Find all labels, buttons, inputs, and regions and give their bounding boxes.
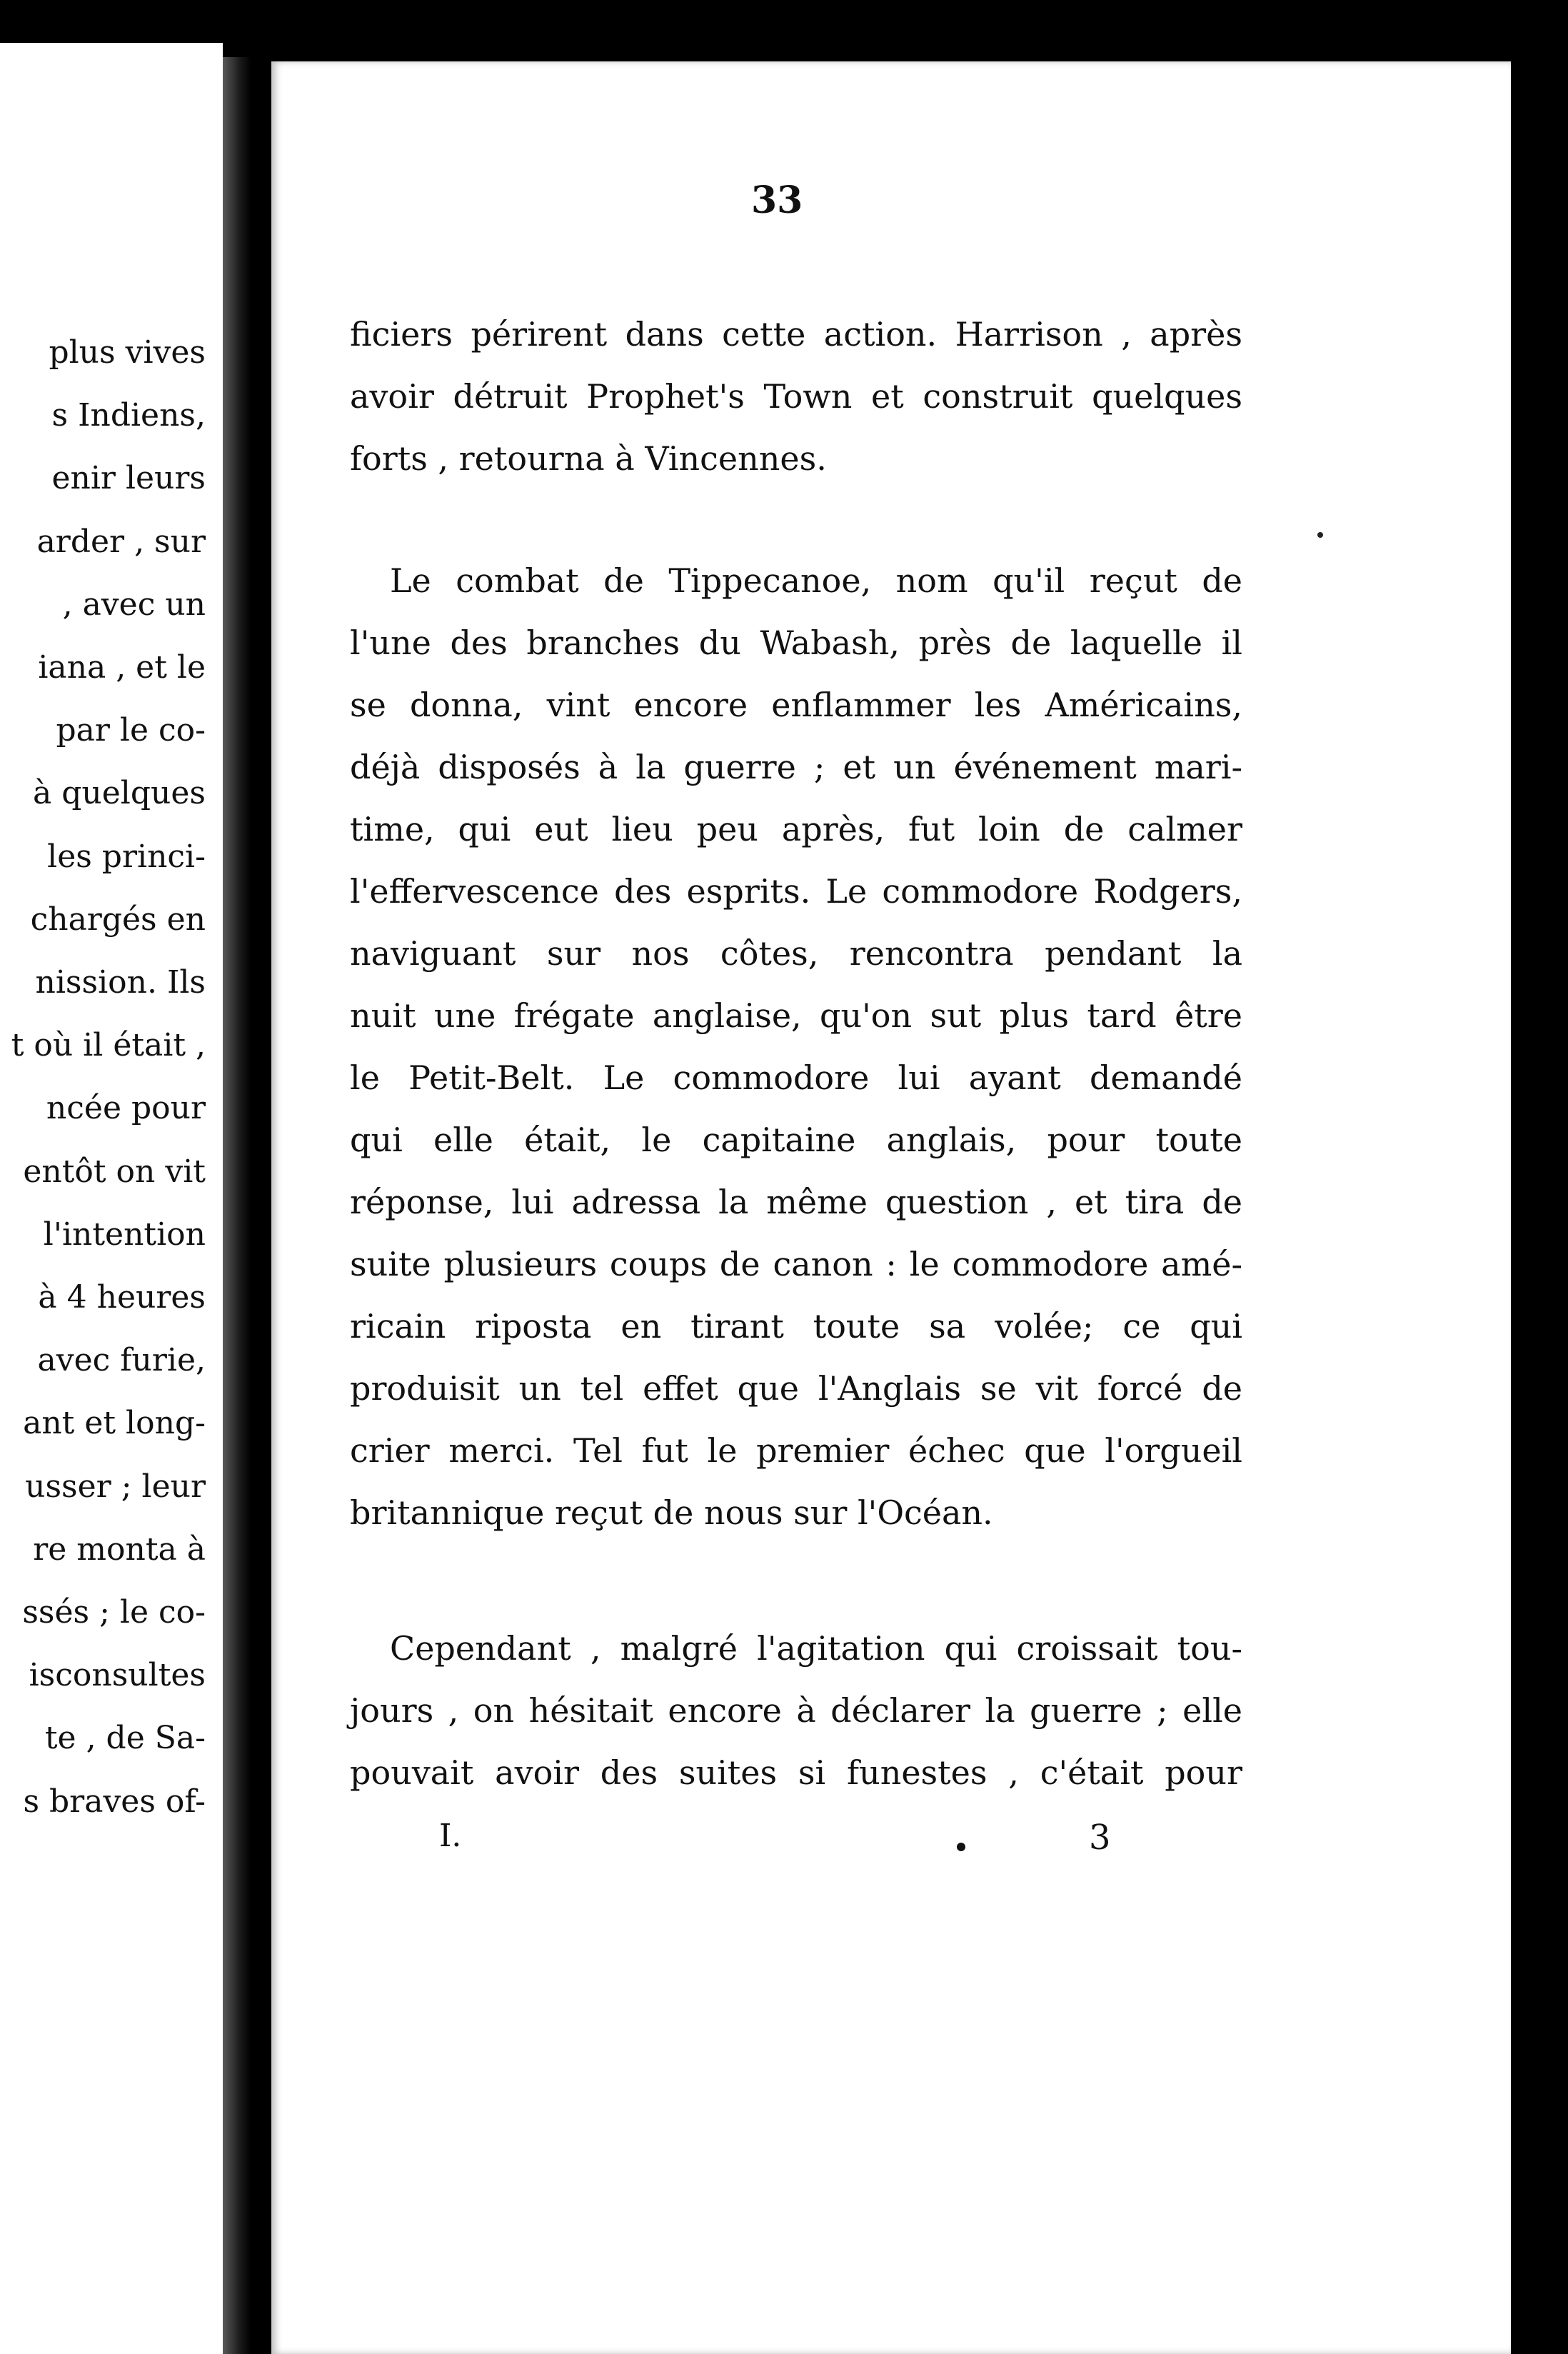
- text-line: suite plusieurs coups de canon : le commodore amé-: [350, 1245, 1242, 1283]
- left-line: ssés ; le co-: [22, 1594, 206, 1631]
- text-line: Le combat de Tippecanoe, nom qu'il reçut de: [390, 561, 1242, 600]
- left-facing-page: [0, 43, 223, 2354]
- text-line: britannique reçut de nous sur l'Océan.: [350, 1493, 993, 1532]
- book-gutter: [223, 57, 251, 2354]
- left-line: s Indiens,: [51, 397, 206, 434]
- text-line: le Petit-Belt. Le commodore lui ayant demandé: [350, 1058, 1242, 1097]
- left-line: plus vives: [49, 334, 206, 371]
- text-line: ricain riposta en tirant toute sa volée; ce qui: [350, 1307, 1242, 1346]
- text-line: crier merci. Tel fut le premier échec que l'orgueil: [350, 1431, 1242, 1470]
- left-line: à 4 heures: [38, 1279, 206, 1316]
- left-line: ant et long-: [23, 1405, 206, 1442]
- paragraph-1: [350, 304, 1242, 490]
- text-line: qui elle était, le capitaine anglais, pour toute: [350, 1121, 1242, 1159]
- text-line: déjà disposés à la guerre ; et un événement mari-: [350, 748, 1242, 786]
- left-line: nission. Ils: [35, 964, 206, 1001]
- text-line: l'une des branches du Wabash, près de laquelle il: [350, 623, 1242, 662]
- left-line: chargés en: [30, 901, 206, 938]
- text-line: pouvait avoir des suites si funestes , c'était pour: [350, 1753, 1242, 1792]
- text-line: produisit un tel effet que l'Anglais se vit forcé de: [350, 1369, 1242, 1408]
- text-line: naviguant sur nos côtes, rencontra pendant la: [350, 934, 1242, 973]
- left-line: usser ; leur: [25, 1468, 206, 1505]
- text-line: ficiers périrent dans cette action. Harrison , après: [350, 315, 1242, 354]
- page-number: 33: [751, 179, 803, 222]
- left-line: les princi-: [47, 838, 206, 875]
- gathering-number: 3: [1089, 1818, 1111, 1858]
- left-line: , avec un: [62, 586, 206, 623]
- left-line: à quelques: [33, 775, 206, 812]
- text-line: forts , retourna à Vincennes.: [350, 439, 827, 478]
- left-line: t où il était ,: [11, 1027, 206, 1064]
- left-line: ncée pour: [46, 1090, 206, 1127]
- left-line: par le co-: [56, 712, 206, 749]
- text-line: l'effervescence des esprits. Le commodore Rodgers,: [350, 872, 1242, 911]
- left-line: avec furie,: [37, 1342, 206, 1379]
- left-line: re monta à: [33, 1531, 206, 1568]
- signature-mark: I.: [439, 1818, 462, 1854]
- ink-speck: [1317, 532, 1323, 538]
- left-line: arder , sur: [36, 523, 206, 560]
- text-line: réponse, lui adressa la même question , et tira de: [350, 1183, 1242, 1221]
- paragraph-2: [350, 550, 1242, 1544]
- text-line: avoir détruit Prophet's Town et construit quelques: [350, 377, 1242, 416]
- footer-dot-mark: [957, 1843, 965, 1851]
- text-line: Cependant , malgré l'agitation qui croissait tou-: [390, 1629, 1242, 1668]
- left-line: iana , et le: [38, 649, 206, 686]
- text-line: time, qui eut lieu peu après, fut loin de calmer: [350, 810, 1242, 848]
- left-line: s braves of-: [23, 1783, 206, 1820]
- left-line: l'intention: [43, 1216, 206, 1253]
- text-line: se donna, vint encore enflammer les Américains,: [350, 686, 1242, 724]
- text-line: jours , on hésitait encore à déclarer la guerre ; elle: [350, 1691, 1242, 1730]
- left-line: isconsultes: [29, 1657, 206, 1694]
- left-line: entôt on vit: [23, 1153, 206, 1190]
- paragraph-3: [350, 1618, 1242, 1804]
- left-line: te , de Sa-: [44, 1720, 206, 1757]
- left-page-text: [11, 321, 206, 1833]
- left-line: enir leurs: [51, 460, 206, 497]
- text-line: nuit une frégate anglaise, qu'on sut plus tard être: [350, 996, 1242, 1035]
